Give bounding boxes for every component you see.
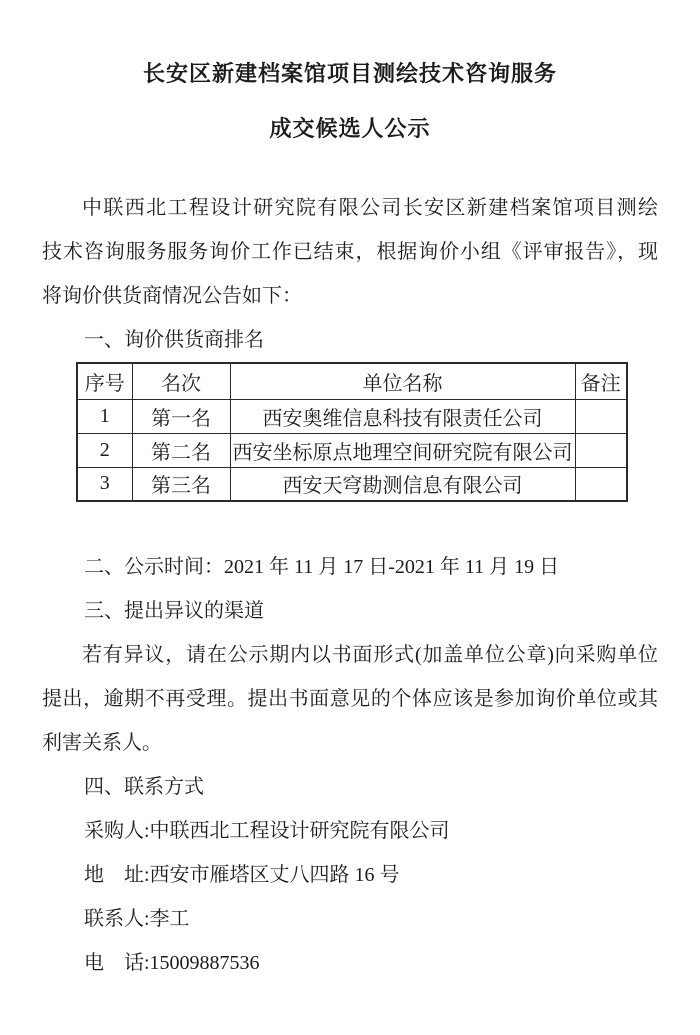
cell-serial-number: 1 [77, 399, 132, 433]
intro-paragraph [42, 186, 658, 318]
table-row [77, 399, 627, 433]
header-company-name: 单位名称 [230, 363, 575, 399]
contact-person: 联系人:李工 [84, 908, 190, 930]
table-row [77, 433, 627, 467]
cell-rank: 第一名 [132, 399, 230, 433]
cell-company-name: 西安坐标原点地理空间研究院有限公司 [230, 433, 575, 467]
header-serial-number: 序号 [77, 363, 132, 399]
cell-company-name: 西安天穹勘测信息有限公司 [230, 467, 575, 501]
sections-block [42, 545, 658, 633]
table-row [77, 467, 627, 501]
section-2-heading: 二、公示时间：2021 年 11 月 17 日-2021 年 11 月 19 日 [84, 556, 560, 578]
contact-buyer: 采购人:中联西北工程设计研究院有限公司 [84, 820, 450, 842]
objection-line: 提出，逾期不再受理。提出书面意见的个体应该是参加询价单位或其 [42, 688, 658, 710]
document-title-line-2: 成交候选人公示 [269, 116, 431, 141]
intro-line: 技术咨询服务服务询价工作已结束，根据询价小组《评审报告》，现 [42, 241, 658, 263]
cell-serial-number: 2 [77, 433, 132, 467]
cell-remark [575, 433, 627, 467]
contact-address: 地 址:西安市雁塔区丈八四路 16 号 [84, 864, 400, 886]
section-1-heading: 一、询价供货商排名 [84, 329, 264, 351]
cell-company-name: 西安奥维信息科技有限责任公司 [230, 399, 575, 433]
objection-paragraph [42, 633, 658, 765]
cell-remark [575, 467, 627, 501]
cell-remark [575, 399, 627, 433]
header-remark: 备注 [575, 363, 627, 399]
cell-serial-number: 3 [77, 467, 132, 501]
table-header-row [77, 363, 627, 399]
cell-rank: 第二名 [132, 433, 230, 467]
intro-line: 将询价供货商情况公告如下： [42, 285, 302, 307]
supplier-ranking-table [76, 362, 628, 502]
objection-line: 利害关系人。 [42, 732, 162, 754]
objection-line: 若有异议，请在公示期内以书面形式(加盖单位公章)向采购单位 [82, 644, 658, 666]
intro-line: 中联西北工程设计研究院有限公司长安区新建档案馆项目测绘 [82, 197, 658, 219]
document-title-line-1: 长安区新建档案馆项目测绘技术咨询服务 [142, 61, 557, 86]
section-4-heading: 四、联系方式 [84, 776, 204, 798]
contact-phone: 电 话:15009887536 [84, 952, 260, 974]
section-3-heading: 三、提出异议的渠道 [84, 600, 264, 622]
cell-rank: 第三名 [132, 467, 230, 501]
header-rank: 名次 [132, 363, 230, 399]
